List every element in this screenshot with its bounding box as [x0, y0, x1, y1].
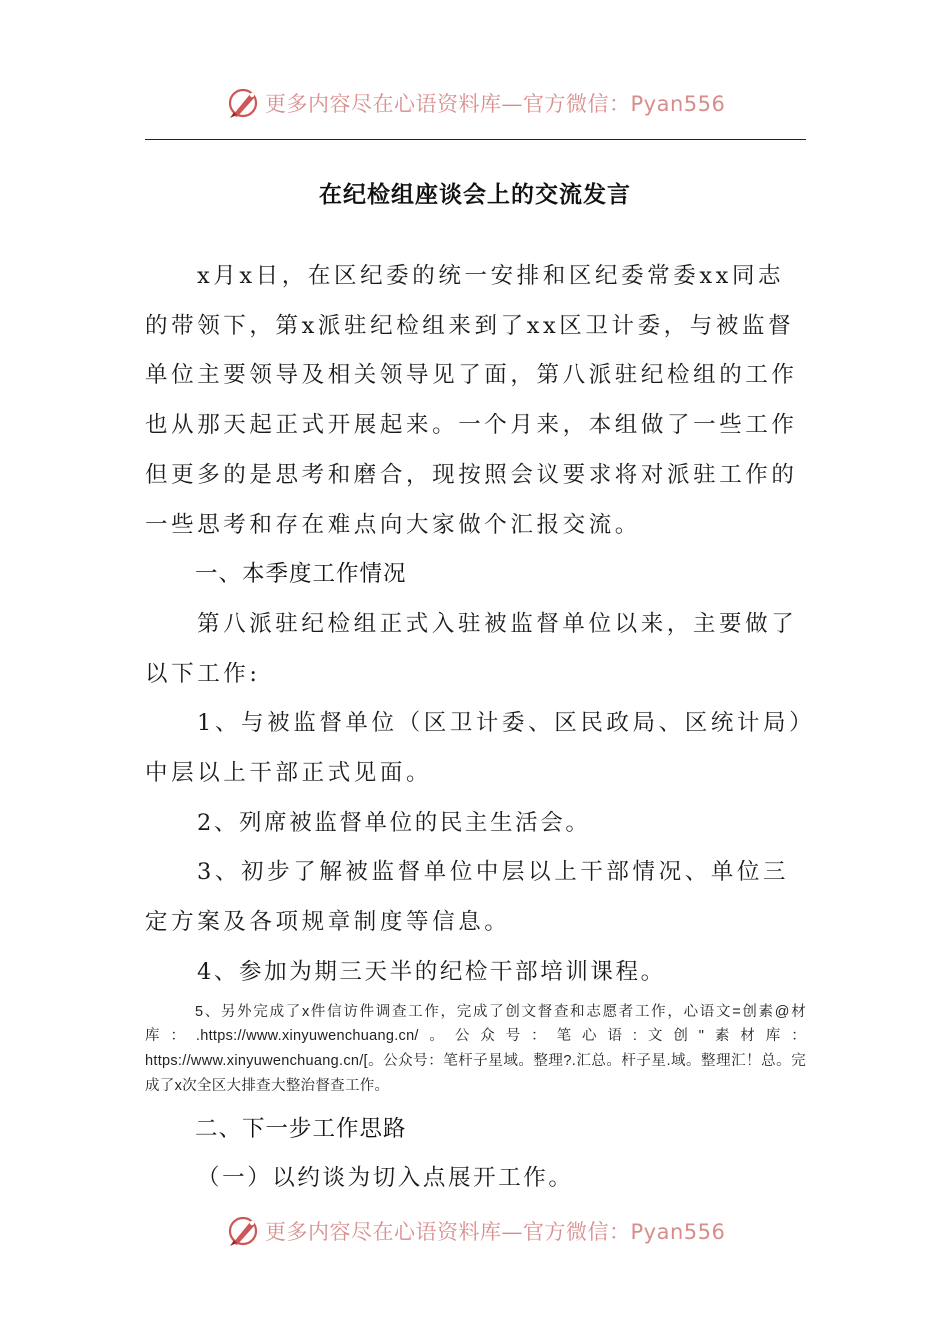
pen-nib-logo-icon [225, 1213, 261, 1249]
pen-nib-logo-icon [225, 85, 261, 121]
document-title: 在纪检组座谈会上的交流发言 [319, 181, 631, 208]
list-item-3: 3、初步了解被监督单位中层以上干部情况、单位三定方案及各项规章制度等信息。 [145, 859, 790, 936]
list-item-2: 2、列席被监督单位的民主生活会。 [197, 809, 591, 836]
section-heading-1: 一、本季度工作情况 [195, 561, 407, 588]
section1-intro: 第八派驻纪检组正式入驻被监督单位以来，主要做了以下工作: [145, 610, 798, 687]
header-divider [145, 139, 806, 140]
banner-text: 更多内容尽在心语资料库—官方微信：Pyan556 [265, 92, 726, 116]
section-heading-2: 二、下一步工作思路 [195, 1115, 407, 1142]
intro-paragraph: x月x日，在区纪委的统一安排和区纪委常委xx同志的带领下，第x派驻纪检组来到了xx区卫计委，与被监督单位主要领导及相关领导见了面，第八派驻纪检组的工作也从那天起正式开展起来。一个月来，本组做了一些工作但更多的是思考和磨合，现按照会议要求将对派驻工作的一些思考和存在难点向大家做个汇报交流。 [145, 263, 798, 538]
footer-banner [225, 1211, 725, 1251]
subsection-1: （一）以约谈为切入点展开工作。 [197, 1165, 574, 1192]
document-body [145, 252, 806, 1204]
banner-text: 更多内容尽在心语资料库—官方微信：Pyan556 [265, 1220, 726, 1244]
list-item-1: 1、与被监督单位（区卫计委、区民政局、区统计局）中层以上干部正式见面。 [145, 710, 804, 787]
header-banner [225, 83, 725, 123]
list-item-4: 4、参加为期三天半的纪检干部培训课程。 [197, 958, 666, 985]
list-item-5: 5、另外完成了x件信访件调查工作，完成了创文督查和志愿者工作，心语文=创素@材库：.https://www.xinyuwenchuang.cn/。公众号：笔心语:文创"素材库：https://www.xinyuwenchuang.cn/[。公众号：笔杆子星域。整理?.汇总。杆子星.域。整理汇！总。完成了x次全区大排查大整治督查工作。 [145, 1003, 806, 1094]
